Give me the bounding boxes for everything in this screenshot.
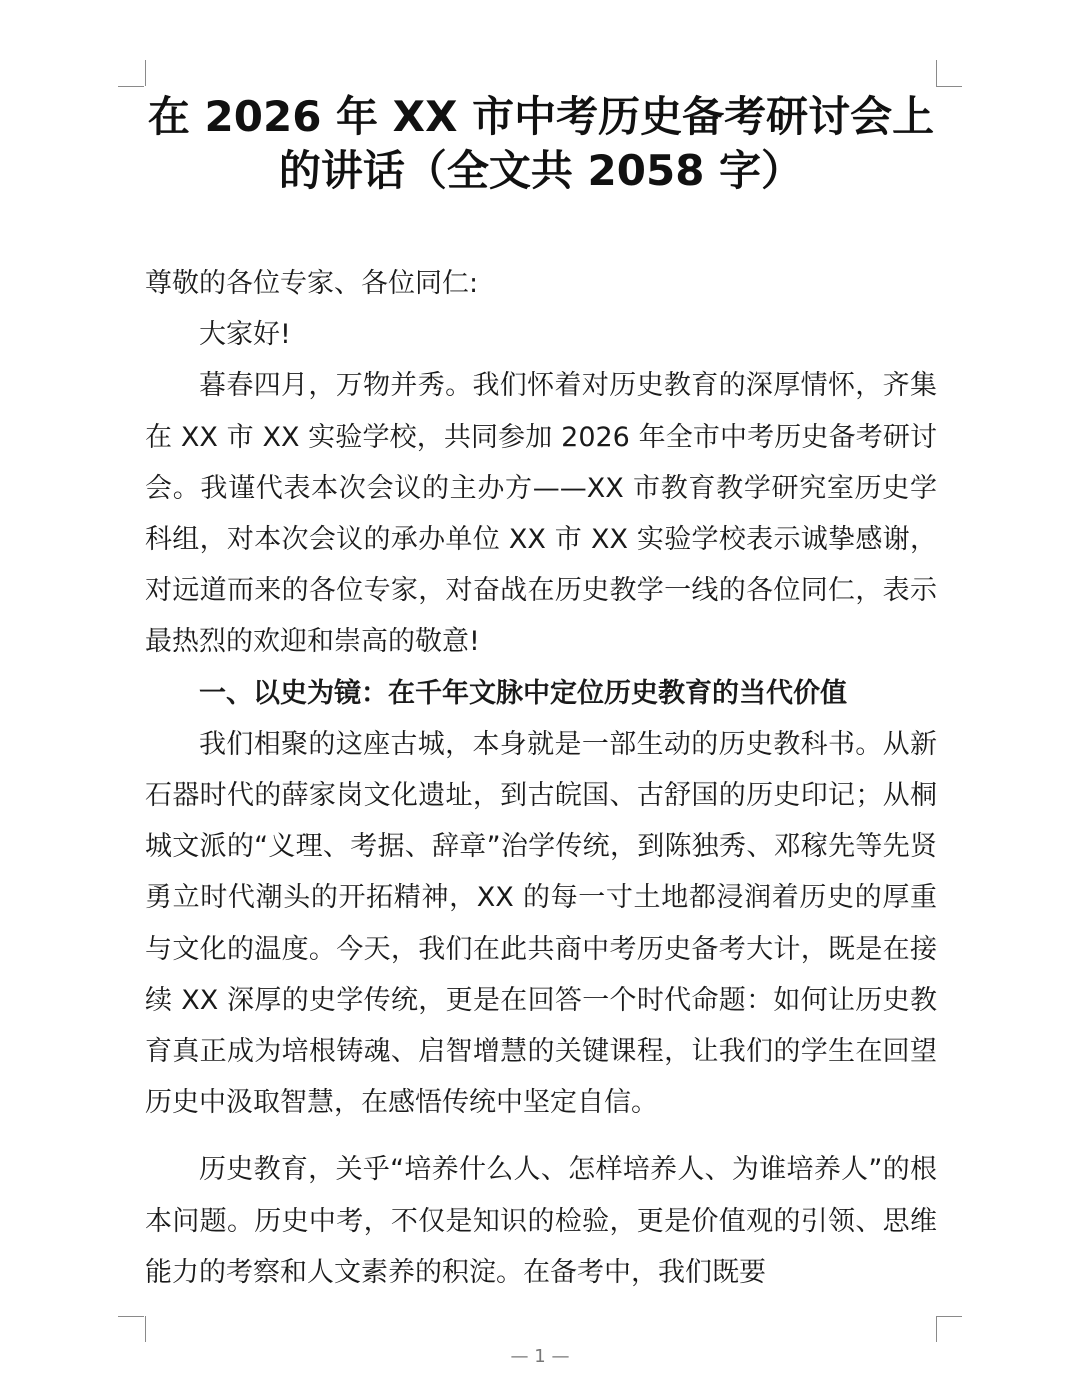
section-heading-1: 一、以史为镜：在千年文脉中定位历史教育的当代价值 [199, 677, 847, 709]
paragraph-history-education: 历史教育，关乎“培养什么人、怎样培养人、为谁培养人”的根本问题。历史中考，不仅是知识的检验，更是价值观的引领、思维能力的考察和人文素养的积淀。在备考中，我们既要 [145, 1154, 937, 1288]
greeting: 大家好! [199, 319, 291, 351]
page-number: — 1 — [510, 1346, 570, 1367]
document-page [145, 90, 937, 1298]
document-title: 在 2026 年 XX 市中考历史备考研讨会上的讲话（全文共 2058 字） [147, 92, 935, 195]
salutation: 尊敬的各位专家、各位同仁: [145, 268, 479, 299]
paragraph-opening: 暮春四月，万物并秀。我们怀着对历史教育的深厚情怀，齐集在 XX 市 XX 实验学校，共同参加 2026 年全市中考历史备考研讨会。我谨代表本次会议的主办方——XX 市教育教学研究室历史学科组，对本次会议的承办单位 XX 市 XX 实验学校表示诚挚感谢，对远道而来的各位专家，对奋战在历史教学一线的各位同仁，表示最热烈的欢迎和崇高的敬意! [145, 370, 937, 658]
document-body [145, 258, 937, 1298]
paragraph-history-city: 我们相聚的这座古城，本身就是一部生动的历史教科书。从新石器时代的薛家岗文化遗址，到古皖国、古舒国的历史印记；从桐城文派的“义理、考据、辞章”治学传统，到陈独秀、邓稼先等先贤勇立时代潮头的开拓精神，XX 的每一寸土地都浸润着历史的厚重与文化的温度。今天，我们在此共商中考历史备考大计，既是在接续 XX 深厚的史学传统，更是在回答一个时代命题：如何让历史教育真正成为培根铸魂、启智增慧的关键课程，让我们的学生在回望历史中汲取智慧，在感悟传统中坚定自信。 [145, 728, 937, 1119]
